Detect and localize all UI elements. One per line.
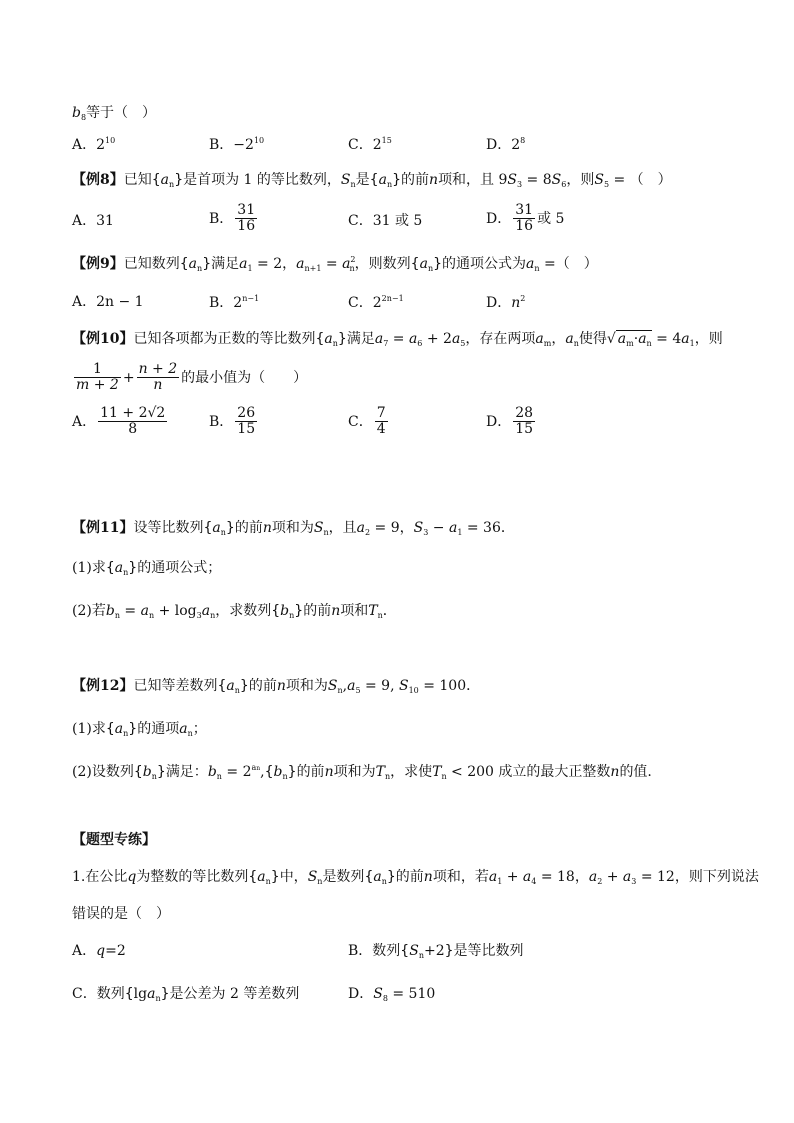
ex8-option-b: B． $\frac{31}{16}$ bbox=[209, 202, 256, 235]
ex11-question: 【例11】设等比数列$\{a_n\}$的前n项和为$S_n$，且$a_2 = 9$，$S_3 - a_1 = 36$． bbox=[72, 520, 515, 537]
ex9-option-b: B．$2^{n-1}$ bbox=[209, 294, 260, 311]
ex7-option-b: B．$-2^{10}$ bbox=[209, 136, 265, 153]
ex10-fraction-1: $\frac{1}{m + 2}$ bbox=[76, 361, 119, 394]
ex7-option-a: A．$2^{10}$ bbox=[72, 136, 116, 153]
ex10-option-b: B． $\frac{26}{15}$ bbox=[209, 405, 256, 438]
ex10-fraction-2: $\frac{n + 2}{n}$ bbox=[138, 361, 178, 394]
ex10-option-c: C． $\frac{7}{4}$ bbox=[348, 405, 386, 438]
ex12-part-2: (2)设数列$\{b_n\}$满足：$b_n = 2^{an},\{b_n\}$的前n项和为$T_n$，求使$T_n < 200$ 成立的最大正整数n的值. bbox=[72, 763, 652, 781]
ex9-option-c: C．$2^{2n-1}$ bbox=[348, 294, 404, 311]
ex8-option-a: A．31 bbox=[72, 213, 114, 229]
ex10-d-fraction: $\frac{28}{15}$ bbox=[515, 405, 534, 438]
ex7-option-c: C．$2^{15}$ bbox=[348, 136, 392, 153]
practice-option-c: C．数列{lga$_n$}是公差为 2 等差数列 bbox=[72, 986, 300, 1003]
ex8-b-fraction: $\frac{31}{16}$ bbox=[237, 202, 256, 235]
ex7-option-d: D．$2^8$ bbox=[486, 136, 526, 153]
ex10-b-fraction: $\frac{26}{15}$ bbox=[237, 405, 256, 438]
practice-heading: 【题型专练】 bbox=[72, 832, 156, 848]
ex11-part-2: (2)若$b_n = a_n + \log_3a_n$，求数列$\{b_n\}$的前n项和$T_n$． bbox=[72, 603, 397, 620]
ex9-option-a: A．2n − 1 bbox=[72, 294, 144, 310]
ex10-question: 【例10】已知各项都为正数的等比数列$\{a_n\}$满足$a_7 = a_6 + 2a_5$，存在两项$a_m$，$a_n$使得√ $a_m\cdot a_n = 4a_1$，则 bbox=[72, 331, 723, 348]
ex7-question-tail: $b_8$等于（ ） bbox=[72, 105, 157, 122]
ex8-d-fraction: $\frac{31}{16}$ bbox=[515, 202, 534, 235]
ex10-option-d: D． $\frac{28}{15}$ bbox=[486, 405, 534, 438]
practice-q1: 1.在公比q为整数的等比数列$\{a_n\}$中，$S_n$是数列$\{a_n\}$的前n项和，若$a_1 + a_4 = 18$，$a_2 + a_3 = 12$，则下列说法 bbox=[72, 869, 759, 886]
ex10-a-fraction: $\frac{11 + 2√2}{8}$ bbox=[100, 405, 166, 438]
practice-option-b: B．数列$\{S_n+2\}$是等比数列 bbox=[348, 943, 524, 960]
ex8-question: 【例8】已知$\{a_n\}$是首项为 1 的等比数列，$S_n$是$\{a_n\}$的前n项和，且 $9S_3 = 8S_6$，则$S_5$ = （ ） bbox=[72, 172, 672, 189]
ex8-option-c: C．31 或 5 bbox=[348, 213, 423, 229]
ex8-option-d: D． $\frac{31}{16}$ 或 5 bbox=[486, 202, 565, 235]
practice-q1-cont: 错误的是（ ） bbox=[72, 906, 170, 922]
ex10-expression: $\frac{1}{m + 2}$ + $\frac{n + 2}{n}$ 的最小值为（ ） bbox=[76, 361, 308, 394]
ex11-part-1: (1)求$\{a_n\}$的通项公式； bbox=[72, 560, 222, 577]
ex12-question: 【例12】已知等差数列$\{a_n\}$的前n项和为$S_n,a_5 = 9$, $S_{10} = 100$． bbox=[72, 678, 481, 695]
ex9-question: 【例9】已知数列$\{a_n\}$满足$a_1 = 2$，$a_{n+1} = a^2_n$，则数列$\{a_n\}$的通项公式为$a_n$ =（ ） bbox=[72, 255, 598, 273]
practice-option-a: A．q=2 bbox=[72, 943, 126, 959]
ex10-option-a: A． $\frac{11 + 2√2}{8}$ bbox=[72, 405, 166, 438]
practice-option-d: D．$S_8 = 510$ bbox=[348, 986, 436, 1003]
ex9-option-d: D．$n^2$ bbox=[486, 294, 526, 311]
ex10-c-fraction: $\frac{7}{4}$ bbox=[376, 405, 386, 438]
ex12-part-1: (1)求$\{a_n\}$的通项$a_n$； bbox=[72, 721, 207, 738]
